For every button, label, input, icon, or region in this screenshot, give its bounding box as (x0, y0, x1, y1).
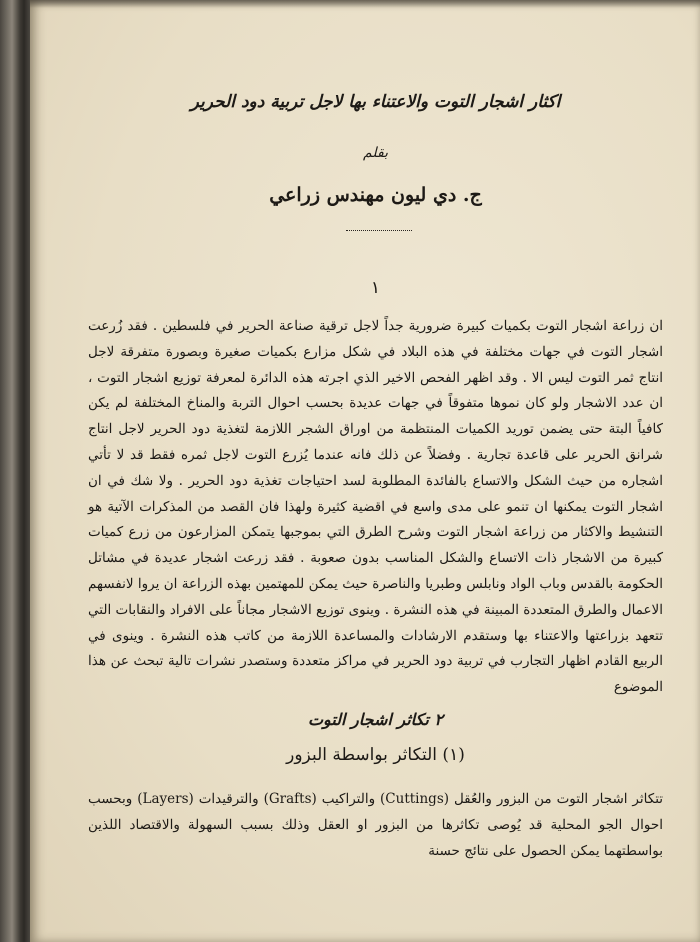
paragraph-propagation (88, 786, 663, 864)
divider-ornament (346, 230, 412, 231)
subsection-heading: (١) التكاثر بواسطة البزور (286, 745, 465, 765)
section-number: ١ (370, 278, 381, 298)
page-sheet (30, 0, 700, 942)
article-title: اكثار اشجار التوت والاعتناء بها لاجل تربية دود الحرير (190, 92, 561, 112)
byline: بقلم (363, 145, 388, 161)
term-grafts: (Grafts) (263, 791, 317, 807)
term-layers: (Layers) (137, 791, 194, 807)
paragraph-intro: ان زراعة اشجار التوت بكميات كبيرة ضرورية جداً لاجل ترقية صناعة الحرير في فلسطين . فقد زُرعت اشجار التوت في جهات مختلفة في هذه البلاد في شكل مزارع بكميات صغيرة وبصورة متفرقة لاجل انتاج ثمر التوت ليس الا . وقد اظهر الفحص الاخير الذي اجرته هذه الدائرة لمعرفة توزيع اشجار التوت ، ان عدد الاشجار ولو كان نموها متفوقاً في جهات عديدة بحسب احوال التربة والمناخ المختلفة لم يكن كافياً البتة حتى يضمن توريد الكميات المنتظمة من اوراق الشجر اللازمة لتغذية دود الحرير لاجل انتاج شرانق الحرير على قاعدة تجارية . وفضلاً عن ذلك فانه عندما يُزرع التوت لاجل ثمره فقط قد لا تأتي اشجاره من حيث الشكل والاتساع بالفائدة المطلوبة لسد احتياجات تغذية دود الحرير . ولا شك في ان اشجار التوت يمكنها ان تنمو على مدى واسع في اقضية كثيرة ولهذا فان القصد من المذكرات الآتية هو التنشيط والاكثار من زراعة اشجار التوت وشرح الطرق التي بموجبها يتمكن المزارعون من زرع كميات كبيرة من الاشجار ذات الاتساع والشكل المناسب بدون صعوبة . فقد زرعت اشجار عديدة في مشاتل الحكومة بالقدس وباب الواد ونابلس وطبريا والناصرة حيث يمكن للمهتمين بهذه الزراعة ان يروا لانفسهم الاعمال والطرق المتعددة المبينة في هذه النشرة . وينوى توزيع الاشجار مجاناً على الافراد والنقابات التي تتعهد بزراعتها والاعتناء بها وستقدم الارشادات والمساعدة اللازمة من كاتب هذه النشرة . وينوى في الربيع القادم اظهار التجارب في تربية دود الحرير في مراكز متعددة وستصدر نشرات تالية تبحث عن هذا الموضوع (88, 318, 663, 696)
term-cuttings: (Cuttings) (380, 791, 450, 807)
paragraph-propagation-mid2: والترقيدات (198, 791, 259, 807)
paragraph-propagation-end: وبحسب احوال الجو المحلية قد يُوصى تكاثرها من البزور او العقل وذلك بسبب السهولة والاقتصاد اللذين بواسطتهما يمكن الحصول على نتائج حسنة (88, 791, 663, 859)
section-heading: ٢ تكاثر اشجار التوت (307, 710, 443, 729)
paragraph-propagation-mid1: والتراكيب (321, 791, 376, 807)
author-name: ج. دي ليون مهندس زراعي (269, 184, 482, 206)
article-body (88, 0, 663, 942)
paragraph-propagation-start: تتكاثر اشجار التوت من البزور والعُقل (453, 791, 664, 807)
